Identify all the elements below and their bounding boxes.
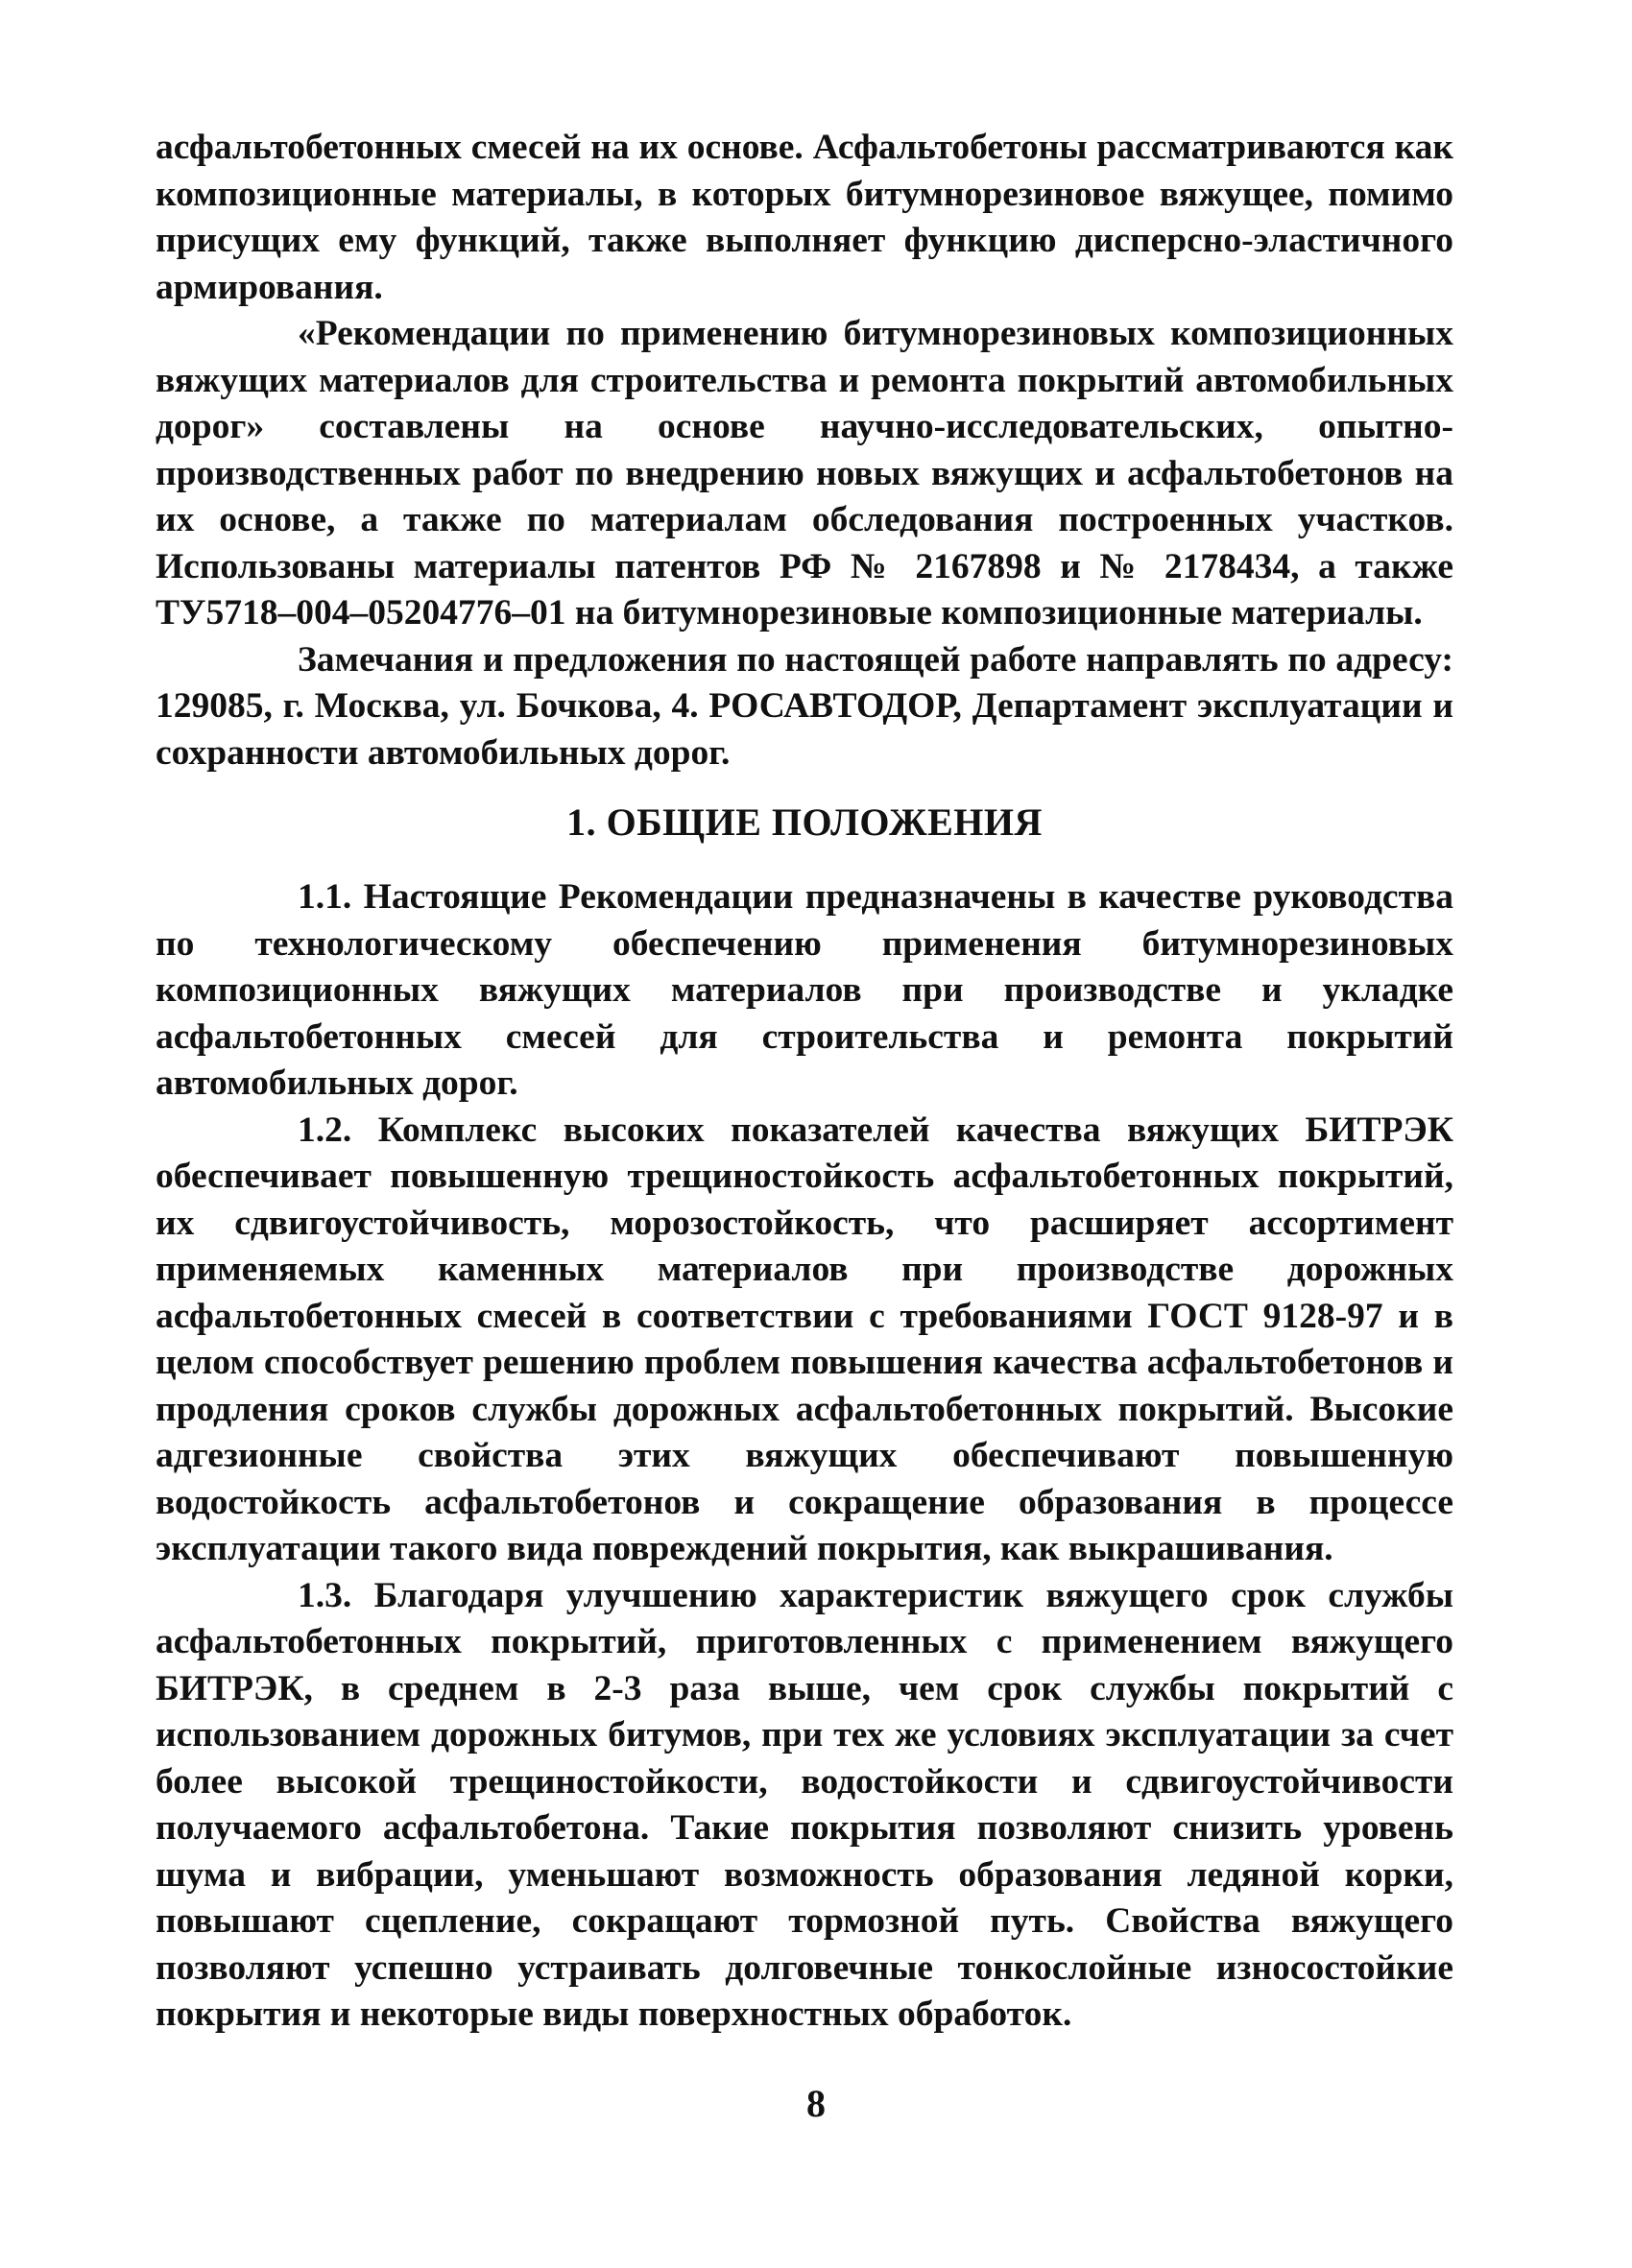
paragraph-1-1: 1.1. Настоящие Рекомендации предназначены в качестве руководства по технологическому обеспечению применения битумнорезиновых композиционных вяжущих материалов при производстве и укладке асфальтобетонных смесей для строительства и ремонта покрытий автомобильных дорог.	[156, 877, 1453, 1103]
paragraph-contact-address: Замечания и предложения по настоящей работе направлять по адресу: 129085, г. Москва, ул. Бочкова, 4. РОСАВТОДОР, Департамент эксплуатации и сохранности автомобильных дорог.	[156, 639, 1453, 773]
paragraph-1-2: 1.2. Комплекс высоких показателей качества вяжущих БИТРЭК обеспечивает повышенную трещиностойкость асфальтобетонных покрытий, их сдвигоустойчивость, морозостойкость, что расширяет ассортимент применяемых каменных материалов при производстве дорожных асфальтобетонных смесей в соответствии с требованиями ГОСТ 9128-97 и в целом способствует решению проблем повышения качества асфальтобетонов и продления сроков службы дорожных асфальтобетонных покрытий. Высокие адгезионные свойства этих вяжущих обеспечивают повышенную водостойкость асфальтобетонов и сокращение образования в процессе эксплуатации такого вида повреждений покрытия, как выкрашивания.	[156, 1110, 1453, 1568]
section-heading: 1. ОБЩИЕ ПОЛОЖЕНИЯ	[566, 800, 1043, 844]
paragraph-continuation: асфальтобетонных смесей на их основе. Асфальтобетоны рассматриваются как композиционные материалы, в которых битумнорезиновое вяжущее, помимо присущих ему функций, также выполняет функцию дисперсно-эластичного армирования.	[156, 128, 1453, 307]
page-number: 8	[806, 2082, 826, 2125]
paragraph-1-3: 1.3. Благодаря улучшению характеристик вяжущего срок службы асфальтобетонных покрытий, приготовленных с применением вяжущего БИТРЭК, в среднем в 2-3 раза выше, чем срок службы покрытий с использованием дорожных битумов, при тех же условиях эксплуатации за счет более высокой трещиностойкости, водостойкости и сдвигоустойчивости получаемого асфальтобетона. Такие покрытия позволяют снизить уровень шума и вибрации, уменьшают возможность образования ледяной корки, повышают сцепление, сокращают тормозной путь. Свойства вяжущего позволяют успешно устраивать долговечные тонкослойные износостойкие покрытия и некоторые виды поверхностных обработок.	[156, 1575, 1453, 2034]
document-page	[156, 125, 1453, 2039]
paragraph-recommendations-intro: «Рекомендации по применению битумнорезиновых композиционных вяжущих материалов для строительства и ремонта покрытий автомобильных дорог» составлены на основе научно-исследовательских, опытно-производственных работ по внедрению новых вяжущих и асфальтобетонов на их основе, а также по материалам обследования построенных участков. Использованы материалы патентов РФ № 2167898 и № 2178434, а также ТУ5718–004–05204776–01 на битумнорезиновые композиционные материалы.	[156, 314, 1453, 633]
